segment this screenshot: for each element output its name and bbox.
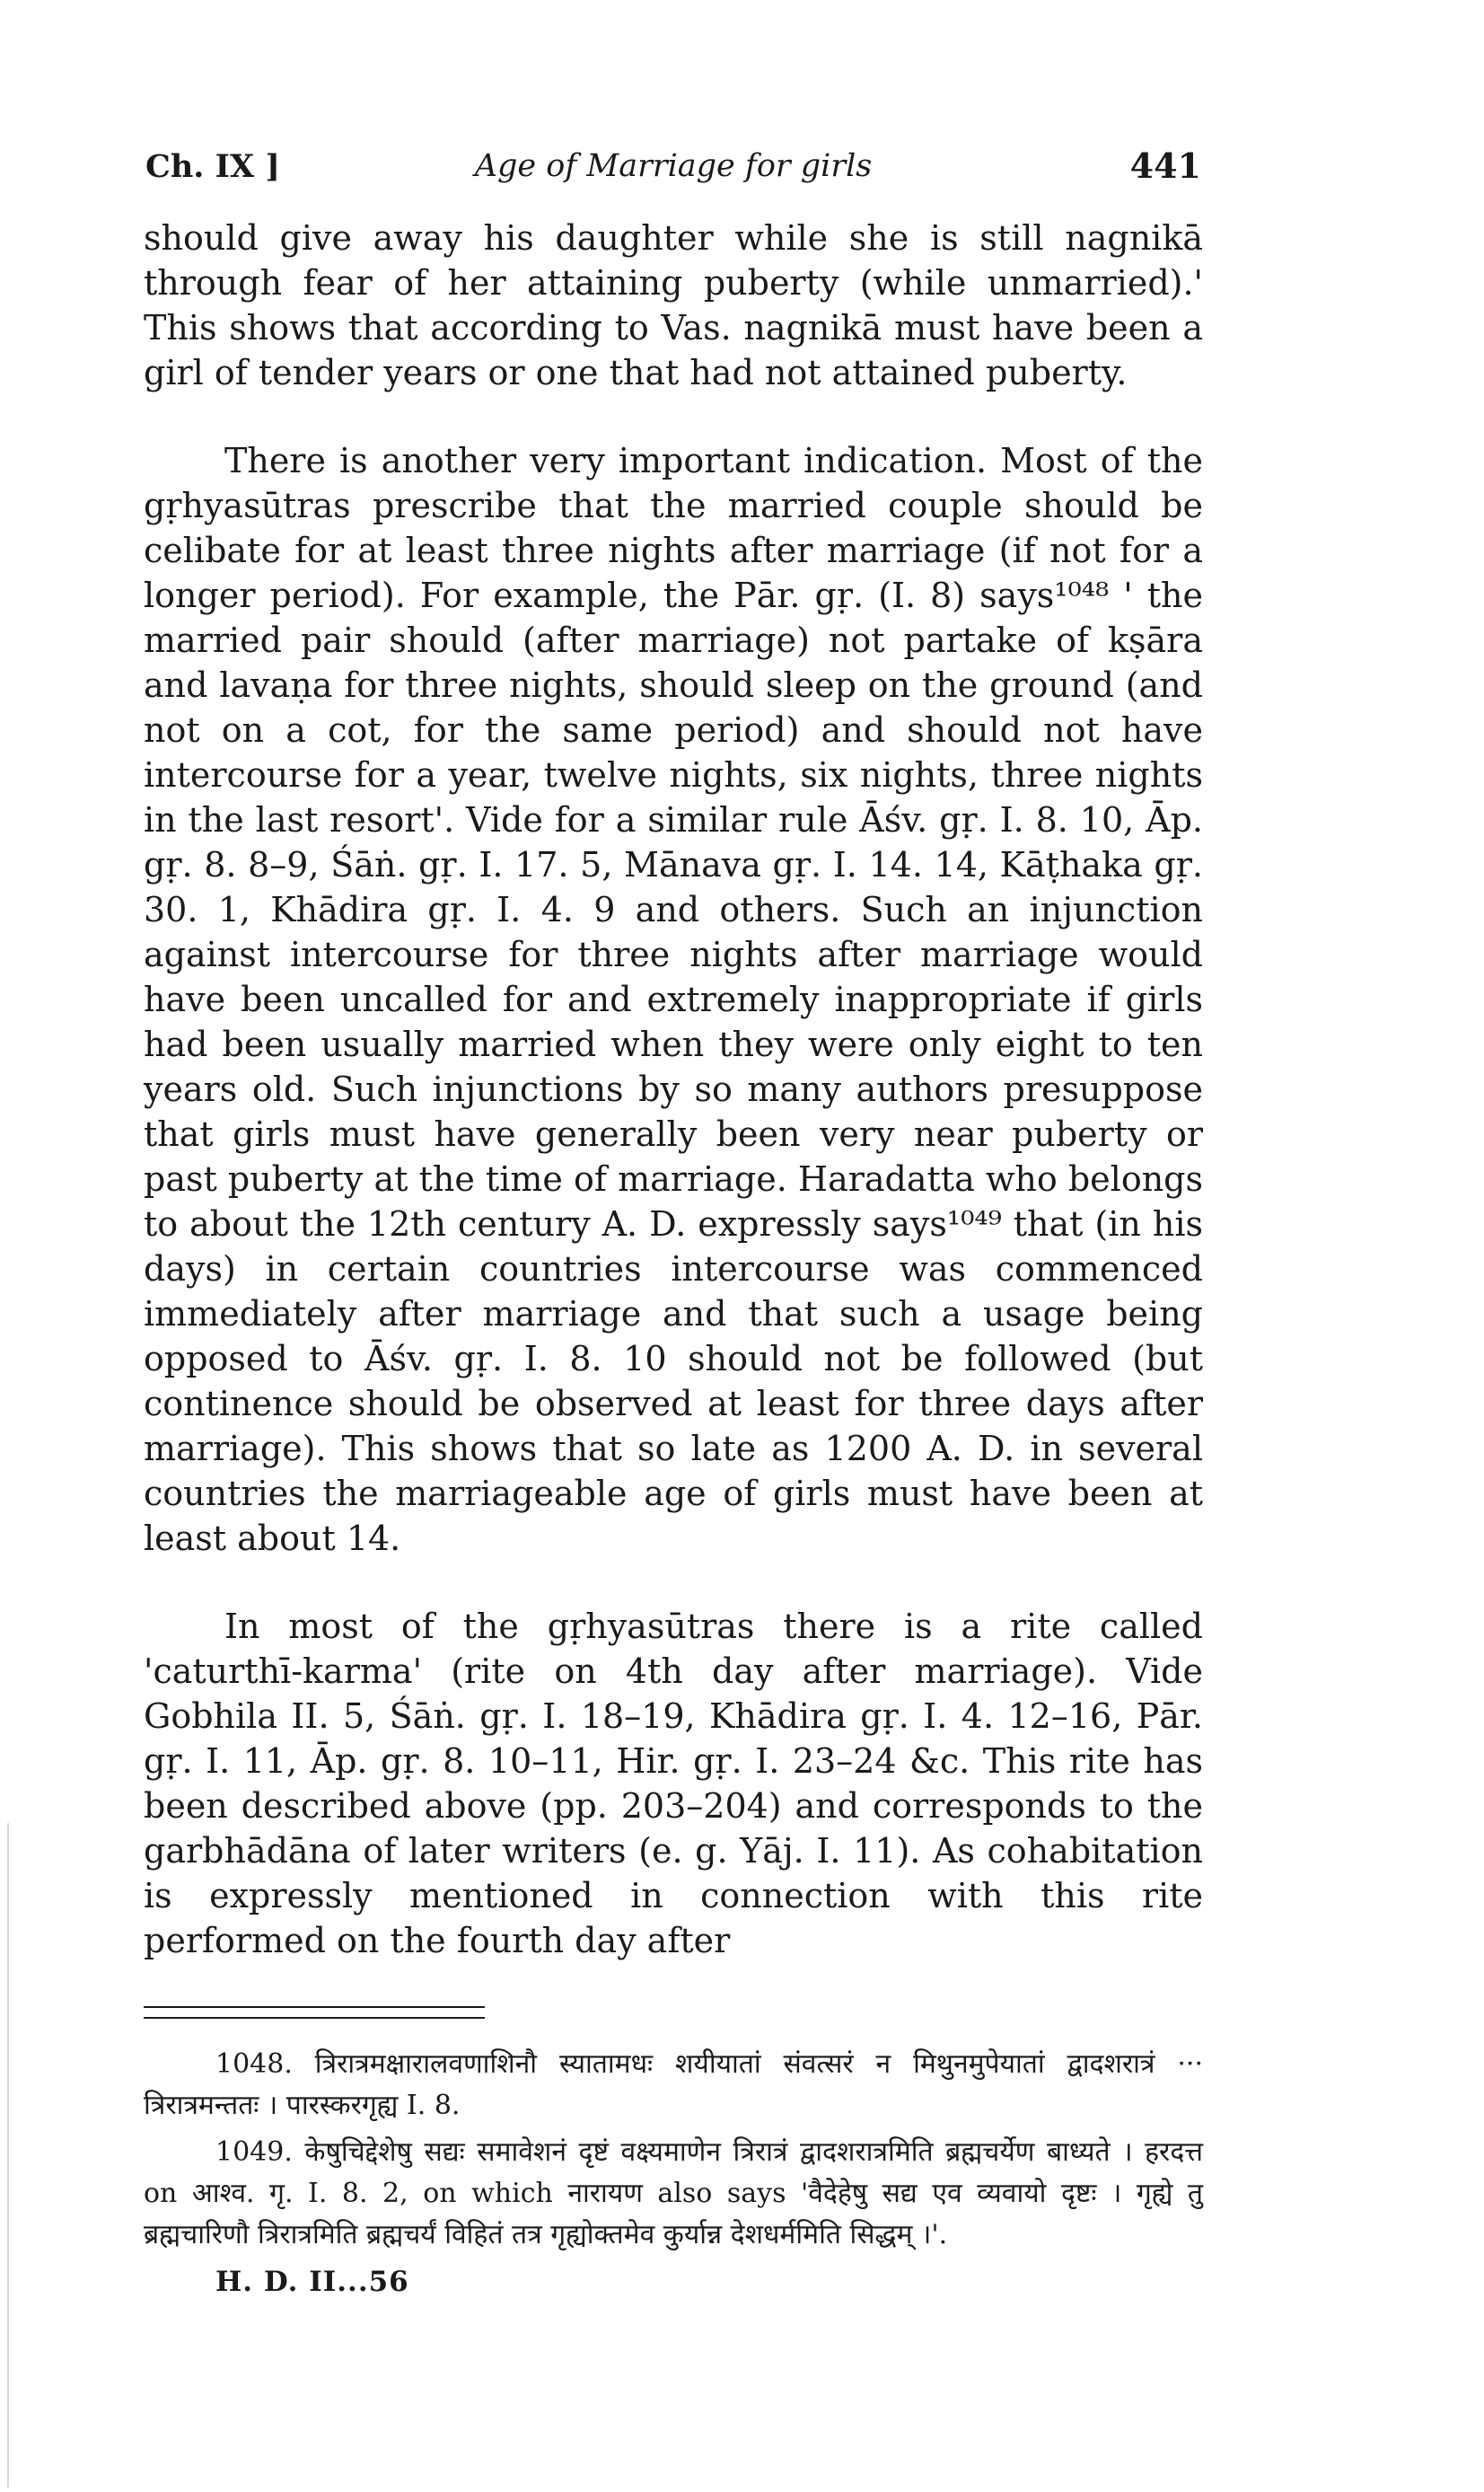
paragraph-3: In most of the gṛhyasūtras there is a rite called 'caturthī-karma' (rite on 4th day after marriage). Vide Gobhila II. 5, Śāṅ. gṛ. I. 18–19, Khādira gṛ. I. 4. 12–16, Pār. gṛ. I. 11, Āp. gṛ. 8. 10–11, Hir. gṛ. I. 23–24 &c. This rite has been described above (pp. 203–204) and corresponds to the garbhādāna of later writers (e. g. Yāj. I. 11). As cohabitation is expressly mentioned in connection with this rite performed on the fourth day after — [144, 1607, 1203, 1960]
footnotes — [144, 2044, 1203, 2303]
page-number: 441 — [1129, 145, 1201, 186]
page-edge-mark — [7, 1823, 9, 2488]
footnote-1048: 1048. त्रिरात्रमक्षारालवणाशिनौ स्यातामधः शयीयातां संवत्सरं न मिथुनमुपेयातां द्वादशरात्रं ··· त्रिरात्रमन्ततः । पारस्करगृह्य I. 8. — [144, 2048, 1203, 2121]
signature-mark: H. D. II...56 — [215, 2266, 409, 2298]
body-text — [144, 216, 1203, 1963]
chapter-label: Ch. IX ] — [145, 148, 280, 185]
paragraph-1: should give away his daughter while she is still nagnikā through fear of her attaining puberty (while unmarried).' This shows that according to Vas. nagnikā must have been a girl of tender years or one that had not attained puberty. — [144, 218, 1203, 392]
footnote-1049: 1049. केषुचिद्देशेषु सद्यः समावेशनं दृष्टं वक्ष्यमाणेन त्रिरात्रं द्वादशरात्रमिति ब्रह्मचर्येण बाध्यते । हरदत्त on आश्व. गृ. I. 8. 2, on which नारायण also says 'वैदेहेषु सद्य एव व्यवायो दृष्टः । गृह्ये तु ब्रह्मचारिणौ त्रिरात्रमिति ब्रह्मचर्यं विहितं तत्र गृह्योक्तमेव कुर्यान्न देशधर्ममिति सिद्धम् ।'. — [144, 2136, 1203, 2250]
running-title: Age of Marriage for girls — [474, 148, 873, 184]
paragraph-2: There is another very important indication. Most of the gṛhyasūtras prescribe that the married couple should be celibate for at least three nights after marriage (if not for a longer period). For example, the Pār. gṛ. (I. 8) says¹⁰⁴⁸ ' the married pair should (after marriage) not partake of kṣāra and lavaṇa for three nights, should sleep on the ground (and not on a cot, for the same period) and should not have intercourse for a year, twelve nights, six nights, three nights in the last resort'. Vide for a similar rule Āśv. gṛ. I. 8. 10, Āp. gṛ. 8. 8–9, Śāṅ. gṛ. I. 17. 5, Mānava gṛ. I. 14. 14, Kāṭhaka gṛ. 30. 1, Khādira gṛ. I. 4. 9 and others. Such an injunction against intercourse for three nights after marriage would have been uncalled for and extremely inappropriate if girls had been usually married when they were only eight to ten years old. Such injunctions by so many authors presuppose that girls must have generally been very near puberty or past puberty at the time of marriage. Haradatta who belongs to about the 12th century A. D. expressly says¹⁰⁴⁹ that (in his days) in certain countries intercourse was commenced immediately after marriage and that such a usage being opposed to Āśv. gṛ. I. 8. 10 should not be followed (but continence should be observed at least for three days after marriage). This shows that so late as 1200 A. D. in several countries the marriageable age of girls must have been at least about 14. — [144, 441, 1203, 1558]
footnote-separator — [144, 2006, 485, 2019]
running-header — [144, 135, 1203, 198]
book-page — [144, 135, 1203, 2303]
